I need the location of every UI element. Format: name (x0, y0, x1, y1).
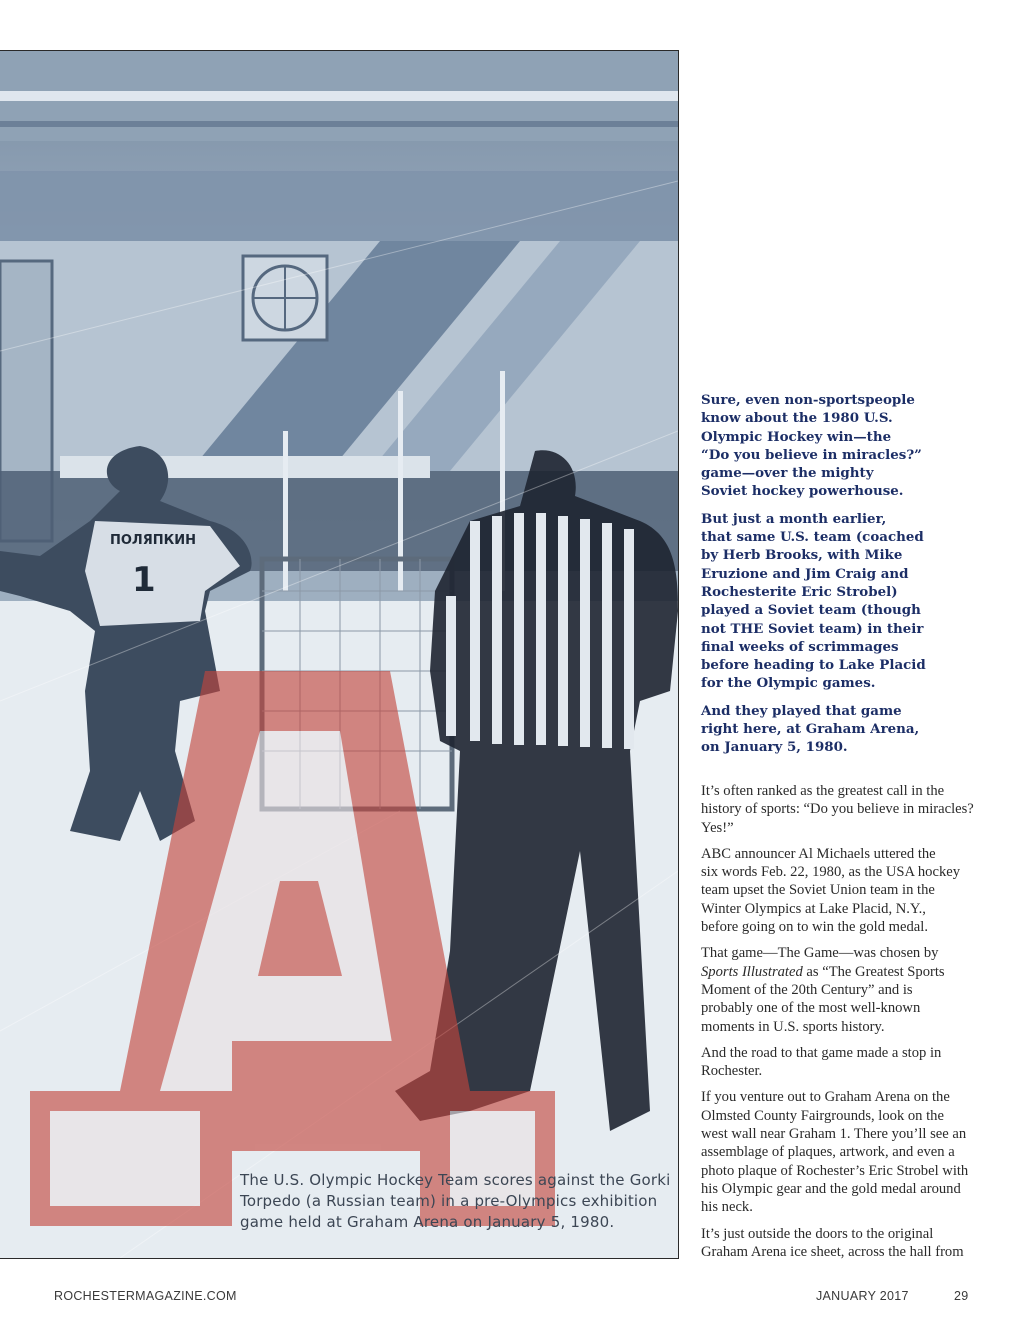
magazine-title: Sports Illustrated (701, 963, 803, 980)
body-line: photo plaque of Rochester’s Eric Strobel with (701, 1162, 969, 1179)
body-line: Moment of the 20th Century” and is (701, 981, 913, 998)
intro-line: by Herb Brooks, with Mike (701, 547, 903, 564)
body-line: probably one of the most well-known (701, 1000, 921, 1017)
body-line: before going on to win the gold medal. (701, 919, 928, 936)
footer-issue-date: JANUARY 2017 (816, 1289, 909, 1303)
photo-caption (240, 1170, 671, 1233)
page-number: 29 (954, 1289, 969, 1303)
intro-line: And they played that game (701, 702, 902, 719)
body-line: ABC announcer Al Michaels uttered the (701, 845, 936, 862)
photo-illustration (0, 51, 678, 1258)
body-line: Rochester. (701, 1063, 763, 1080)
jersey-number: 1 (132, 560, 156, 600)
intro-line: Sure, even non-sportspeople (701, 392, 915, 408)
body-line: six words Feb. 22, 1980, as the USA hockey (701, 864, 961, 881)
intro-blurb (701, 382, 981, 766)
body-line: Graham Arena ice sheet, across the hall from (701, 1243, 964, 1260)
intro-line: Soviet hockey powerhouse. (701, 483, 904, 500)
intro-line: “Do you believe in miracles?” (701, 446, 922, 463)
intro-line: Eruzione and Jim Craig and (701, 565, 909, 582)
body-line: Yes!” (701, 819, 734, 836)
body-line: Winter Olympics at Lake Placid, N.Y., (701, 900, 926, 917)
body-line: history of sports: “Do you believe in miracles? (701, 801, 974, 818)
footer-site: ROCHESTERMAGAZINE.COM (54, 1289, 237, 1303)
intro-line: on January 5, 1980. (701, 739, 848, 756)
intro-line: But just a month earlier, (701, 510, 887, 527)
body-line: assemblage of plaques, artwork, and even a (701, 1144, 955, 1161)
glass-pole (283, 431, 288, 591)
referee-stripes (446, 513, 634, 749)
article-body (701, 774, 986, 1269)
body-line: If you venture out to Graham Arena on the (701, 1089, 950, 1106)
intro-line: before heading to Lake Placid (701, 657, 926, 674)
body-line: team upset the Soviet Union team in the (701, 882, 935, 899)
body-line: And the road to that game made a stop in (701, 1044, 942, 1061)
intro-line: Olympic Hockey win—the (701, 428, 892, 445)
body-line: It’s often ranked as the greatest call in the (701, 783, 945, 799)
body-line: his neck. (701, 1199, 753, 1216)
body-line: moments in U.S. sports history. (701, 1018, 885, 1035)
upper-wall (0, 171, 678, 251)
hockey-photo (0, 50, 679, 1259)
body-line: That game—The Game—was chosen by (701, 945, 939, 962)
intro-line: know about the 1980 U.S. (701, 410, 893, 427)
body-line: Sports Illustrated as “The Greatest Sports (701, 963, 945, 980)
intro-line: that same U.S. team (coached (701, 529, 924, 546)
intro-line: right here, at Graham Arena, (701, 721, 920, 738)
body-line: his Olympic gear and the gold medal around (701, 1180, 961, 1197)
intro-line: final weeks of scrimmages (701, 638, 899, 655)
intro-line: played a Soviet team (though (701, 602, 921, 619)
intro-line: not THE Soviet team) in their (701, 620, 924, 637)
intro-line: for the Olympic games. (701, 675, 876, 692)
intro-line: Rochesterite Eric Strobel) (701, 583, 898, 600)
caption-line: The U.S. Olympic Hockey Team scores against the Gorki (240, 1171, 671, 1189)
jersey-name: ПОЛЯПКИН (110, 533, 197, 548)
ceiling-light (0, 91, 678, 101)
body-line: west wall near Graham 1. There you’ll see an (701, 1126, 967, 1143)
caption-line: Torpedo (a Russian team) in a pre-Olympics exhibition (240, 1192, 658, 1210)
body-line: It’s just outside the doors to the original (701, 1225, 934, 1242)
ceiling-beam (0, 121, 678, 127)
body-line: Olmsted County Fairgrounds, look on the (701, 1107, 944, 1124)
caption-line: game held at Graham Arena on January 5, 1980. (240, 1213, 615, 1231)
intro-line: game—over the mighty (701, 465, 874, 482)
